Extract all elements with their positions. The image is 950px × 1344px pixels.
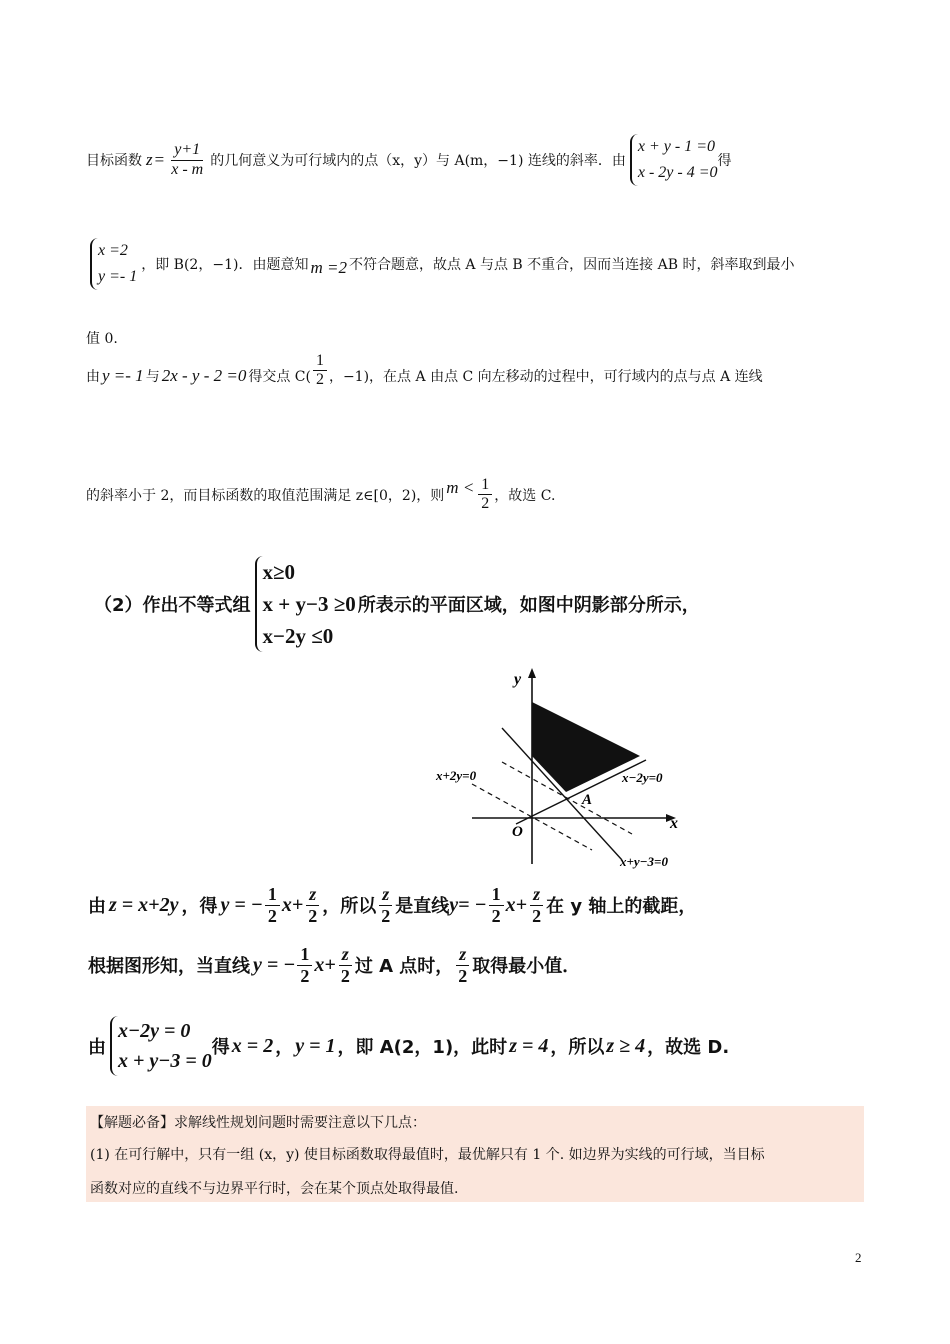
equation-system <box>630 134 718 186</box>
math: x+ <box>314 953 336 976</box>
fraction-denominator: x - m <box>171 160 204 178</box>
system-row: x + y−3 = 0 <box>118 1050 212 1072</box>
system-row: y =- 1 <box>98 268 138 285</box>
text: ， <box>275 1037 294 1058</box>
math: y = − <box>253 953 296 976</box>
equation-system <box>90 238 137 290</box>
text: 得交点 C( <box>248 368 311 385</box>
math: z = x+2y <box>109 893 179 916</box>
text: 的几何意义为可行域内的点（x，y）与 A(m，−1) 连线的斜率．由 <box>210 153 626 169</box>
system-row: x + y - 1 =0 <box>637 138 715 155</box>
math: y= − <box>449 893 487 916</box>
paragraph-4 <box>86 476 555 514</box>
math: y = 1 <box>295 1034 336 1057</box>
fraction-numerator: 1 <box>297 944 312 966</box>
text: 由 <box>88 1037 106 1058</box>
math: x+ <box>505 893 528 916</box>
system-row: x−2y = 0 <box>118 1020 191 1042</box>
note-line-2: 函数对应的直线不与边界平行时，会在某个顶点处取得最值. <box>90 1181 459 1197</box>
text: 得 <box>717 153 732 169</box>
text: ，即 A(2，1)，此时 <box>337 1037 508 1058</box>
paragraph-2-end: 值 0. <box>86 331 118 347</box>
fraction <box>489 884 504 926</box>
fraction <box>529 884 544 926</box>
math-eq-1: y =- 1 <box>102 365 144 385</box>
derivation-line-3 <box>88 1016 729 1076</box>
text: 由 <box>88 896 106 918</box>
text: 不符合题意，故点 A 与点 B 不重合，因而当连接 AB 时，斜率取到最小 <box>348 257 795 273</box>
fraction <box>478 476 492 514</box>
fraction-denominator: 2 <box>300 965 310 986</box>
fraction-numerator: 1 <box>478 476 492 495</box>
system-row: x =2 <box>98 242 128 259</box>
math-eq: = <box>154 150 165 169</box>
note-box <box>86 1106 864 1202</box>
text: 与 <box>145 368 160 385</box>
feasible-region-figure <box>432 664 712 874</box>
fraction <box>168 141 206 179</box>
derivation-line-1 <box>88 884 696 926</box>
part-2-statement <box>94 556 700 652</box>
fraction-numerator: y+1 <box>171 141 203 160</box>
fraction <box>378 884 393 926</box>
text: （2）作出不等式组 <box>94 595 251 616</box>
y-axis-label: y <box>514 671 522 688</box>
fraction <box>265 884 280 926</box>
math-z: z <box>146 150 153 169</box>
math: z = 4 <box>509 1034 549 1057</box>
text: 是直线 <box>395 896 450 918</box>
fraction-denominator: 2 <box>481 495 490 513</box>
fraction-denominator: 2 <box>458 965 468 986</box>
fraction-denominator: 2 <box>340 965 350 986</box>
line-label-x-minus-2y: x−2y=0 <box>622 770 663 785</box>
paragraph-3 <box>86 352 763 390</box>
fraction-denominator: 2 <box>308 905 318 926</box>
point-a-label: A <box>582 792 593 808</box>
line-label-x-plus-2y: x+2y=0 <box>436 768 477 783</box>
text: ，所以 <box>550 1037 605 1058</box>
fraction-numerator: z <box>306 884 319 906</box>
text: ，故选 D. <box>647 1037 730 1058</box>
system-row: x≥0 <box>262 560 296 584</box>
page-number: 2 <box>855 1250 862 1265</box>
fraction-numerator: z <box>456 944 469 966</box>
text: ，故选 C. <box>494 487 556 504</box>
fraction-numerator: 1 <box>265 884 280 906</box>
fraction-denominator: 2 <box>381 905 391 926</box>
text: 目标函数 <box>86 153 142 169</box>
derivation-line-2 <box>88 944 580 986</box>
math: x+ <box>281 893 304 916</box>
system-row: x - 2y - 4 =0 <box>637 164 718 181</box>
fraction-numerator: 1 <box>313 352 327 371</box>
fraction-denominator: 2 <box>315 371 324 389</box>
fraction-numerator: z <box>379 884 392 906</box>
fraction-numerator: z <box>530 884 543 906</box>
math: y = − <box>220 893 263 916</box>
text: ，−1)，在点 A 由点 C 向左移动的过程中，可行域内的点与点 A 连线 <box>328 368 763 385</box>
text: ，即 B(2，−1)．由题意知 <box>141 257 309 273</box>
text: 得 <box>211 1037 230 1058</box>
fraction <box>313 352 327 390</box>
text: 取得最小值． <box>472 956 581 978</box>
paragraph-2 <box>90 238 794 290</box>
fraction <box>305 884 320 926</box>
fraction <box>455 944 470 986</box>
fraction <box>297 944 312 986</box>
paragraph-1 <box>86 134 732 186</box>
note-title: 【解题必备】求解线性规划问题时需要注意以下几点： <box>90 1115 426 1131</box>
y-axis-arrow <box>528 668 536 678</box>
equation-system <box>110 1016 212 1076</box>
math: x = 2 <box>231 1034 274 1057</box>
math-eq-2: 2x - y - 2 =0 <box>161 365 247 385</box>
system-row: x + y−3 ≥0 <box>262 592 356 616</box>
fraction-denominator: 2 <box>267 905 277 926</box>
text: ，所以 <box>322 896 377 918</box>
system-row: x−2y ≤0 <box>262 624 334 648</box>
text: 根据图形知，当直线 <box>88 956 250 978</box>
inequality-system <box>255 556 356 652</box>
origin-label: O <box>512 824 523 840</box>
text: 所表示的平面区域，如图中阴影部分所示， <box>357 595 700 616</box>
fraction-numerator: 1 <box>489 884 504 906</box>
text: 过 A 点时， <box>354 956 454 978</box>
fraction-denominator: 2 <box>532 905 542 926</box>
fraction-numerator: z <box>339 944 352 966</box>
note-line-1: (1) 在可行解中，只有一组 (x，y) 使目标函数取得最值时，最优解只有 1 个. 如边界为实线的可行域，当目标 <box>90 1147 765 1163</box>
text: 在 y 轴上的截距， <box>546 896 697 918</box>
x-axis-label: x <box>670 815 678 832</box>
text: ，得 <box>181 896 218 918</box>
line-label-x-plus-y-minus-3: x+y−3=0 <box>620 854 668 869</box>
math-m-eq: m =2 <box>310 258 347 277</box>
text: 的斜率小于 2，而目标函数的取值范围满足 z∈[0，2)，则 <box>86 487 445 504</box>
fraction-denominator: 2 <box>491 905 501 926</box>
math-m-lt: m < <box>446 477 475 497</box>
text: 由 <box>86 368 100 385</box>
fraction <box>338 944 353 986</box>
math: z ≥ 4 <box>606 1034 646 1057</box>
